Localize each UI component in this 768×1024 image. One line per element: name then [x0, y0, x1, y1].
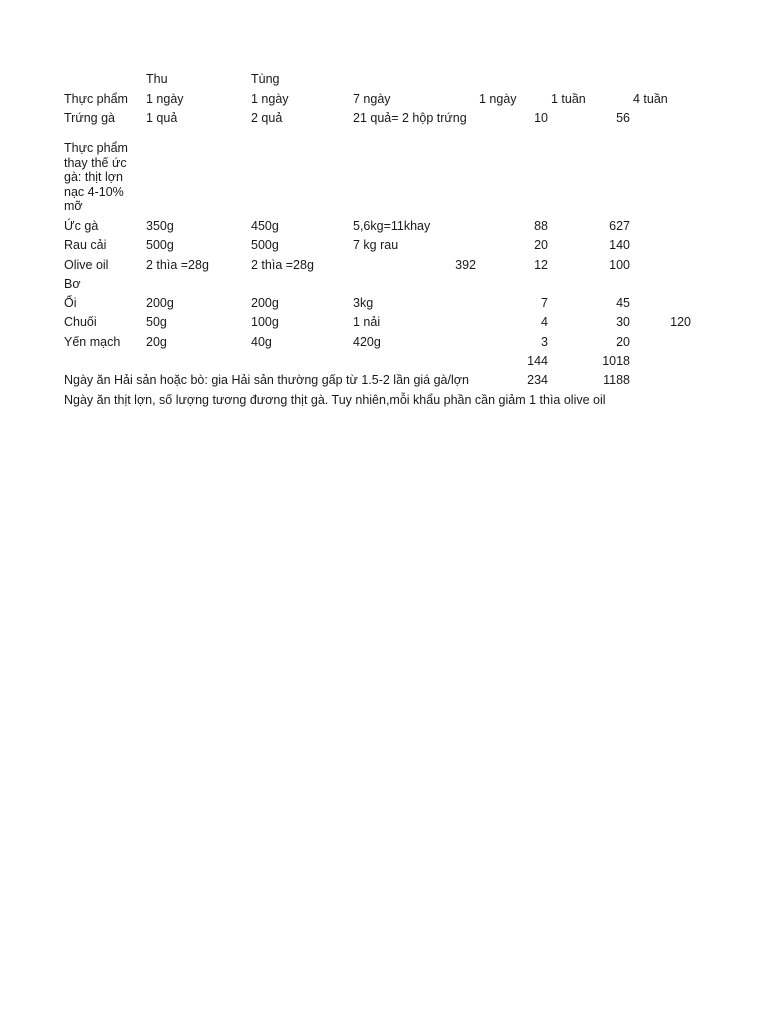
seafood-note: Ngày ăn Hải sản hoặc bò: gia Hải sản thường gấp từ 1.5-2 lần giá gà/lợn — [64, 373, 469, 387]
oats-week: 420g — [353, 335, 381, 349]
egg-label: Trứng gà — [64, 111, 115, 125]
guava-price-week: 45 — [616, 296, 630, 310]
butter-label: Bơ — [64, 277, 81, 291]
oats-tung: 40g — [251, 335, 272, 349]
substitute-note: Thực phẩm thay thế ức gà: thịt lợn nạc 4-10% mỡ — [64, 141, 128, 213]
cabbage-price-week: 140 — [609, 238, 630, 252]
chicken-price-day: 88 — [534, 219, 548, 233]
egg-week: 21 quả= 2 hộp trứng — [353, 111, 467, 125]
banana-week: 1 nải — [353, 315, 381, 329]
guava-thu: 200g — [146, 296, 174, 310]
guava-tung: 200g — [251, 296, 279, 310]
oats-label: Yến mạch — [64, 335, 121, 349]
cabbage-thu: 500g — [146, 238, 174, 252]
banana-thu: 50g — [146, 315, 167, 329]
olive-price-day: 12 — [534, 258, 548, 272]
header-price-month: 4 tuần — [633, 92, 668, 106]
cabbage-week: 7 kg rau — [353, 238, 399, 252]
header-tung-day: 1 ngày — [251, 92, 289, 106]
chicken-week: 5,6kg=11khay — [353, 219, 431, 233]
olive-tung: 2 thìa =28g — [251, 258, 314, 272]
banana-label: Chuối — [64, 315, 97, 329]
header-price-day: 1 ngày — [479, 92, 517, 106]
header-thu: Thu — [146, 72, 168, 86]
egg-price-day: 10 — [534, 111, 548, 125]
egg-tung: 2 quả — [251, 111, 283, 125]
chicken-label: Ức gà — [64, 219, 99, 233]
oats-price-week: 20 — [616, 335, 630, 349]
chicken-price-week: 627 — [609, 219, 630, 233]
seafood-price-week: 1188 — [603, 373, 630, 387]
chicken-thu: 350g — [146, 219, 174, 233]
banana-price-day: 4 — [541, 315, 548, 329]
header-thu-day: 1 ngày — [146, 92, 184, 106]
guava-week: 3kg — [353, 296, 374, 310]
guava-label: Ổi — [64, 296, 77, 310]
cabbage-tung: 500g — [251, 238, 279, 252]
seafood-price-day: 234 — [527, 373, 548, 387]
pork-note: Ngày ăn thịt lợn, số lượng tương đương thịt gà. Tuy nhiên,mỗi khẩu phần cần giảm 1 thìa olive oil — [64, 393, 606, 407]
banana-price-week: 30 — [616, 315, 630, 329]
egg-thu: 1 quả — [146, 111, 178, 125]
banana-tung: 100g — [251, 315, 279, 329]
header-food-label: Thực phẩm — [64, 92, 128, 106]
header-price-week: 1 tuần — [551, 92, 586, 106]
header-tung: Tùng — [251, 72, 280, 86]
oats-thu: 20g — [146, 335, 167, 349]
egg-price-week: 56 — [616, 111, 630, 125]
total-price-week: 1018 — [602, 354, 630, 368]
olive-thu: 2 thìa =28g — [146, 258, 209, 272]
chicken-tung: 450g — [251, 219, 279, 233]
header-seven-days: 7 ngày — [353, 92, 391, 106]
olive-price-week: 100 — [609, 258, 630, 272]
oats-price-day: 3 — [541, 335, 548, 349]
total-price-day: 144 — [527, 354, 548, 368]
olive-week: 392 — [455, 258, 476, 272]
olive-label: Olive oil — [64, 258, 109, 272]
banana-price-month: 120 — [670, 315, 691, 329]
cabbage-price-day: 20 — [534, 238, 548, 252]
cabbage-label: Rau cải — [64, 238, 107, 252]
guava-price-day: 7 — [541, 296, 548, 310]
